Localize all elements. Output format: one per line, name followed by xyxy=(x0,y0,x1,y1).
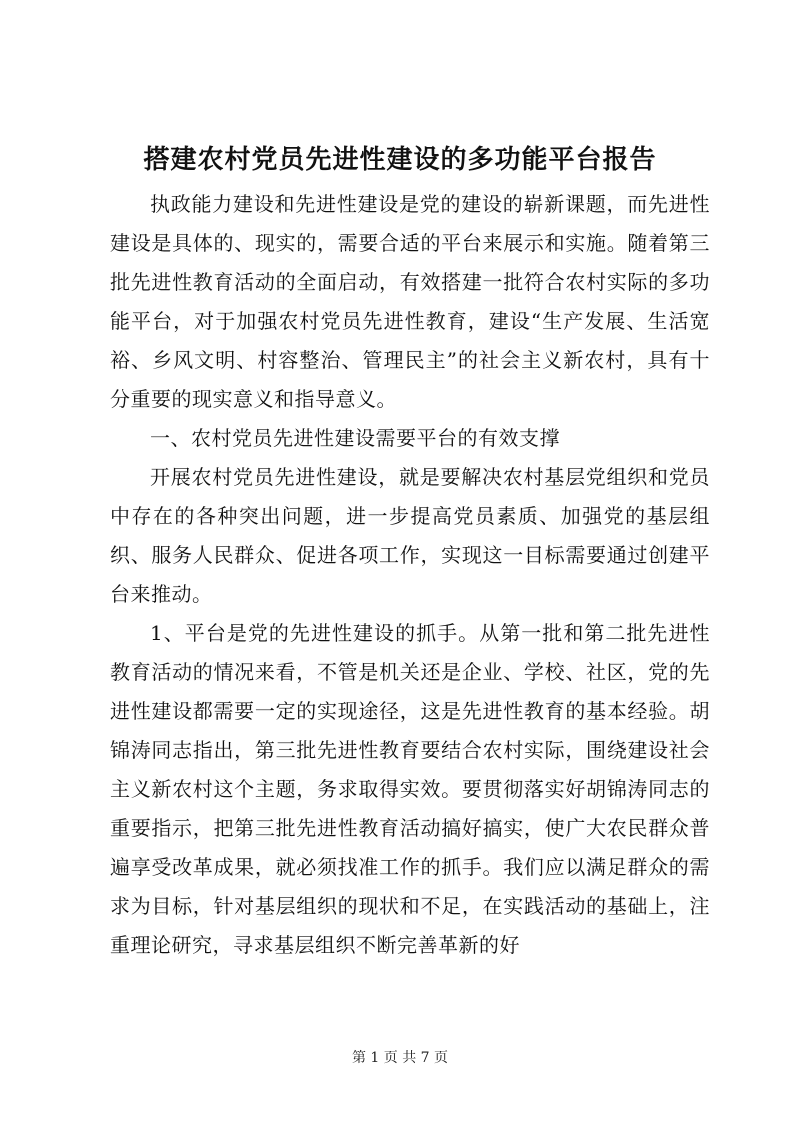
point-paragraph: 1、平台是党的先进性建设的抓手。从第一批和第二批先进性教育活动的情况来看，不管是机关还是企业、学校、社区，党的先进性建设都需要一定的实现途径，这是先进性教育的基本经验。胡锦涛同志指出，第三批先进性教育要结合农村实际，围绕建设社会主义新农村这个主题，务求取得实效。要贯彻落实好胡锦涛同志的重要指示，把第三批先进性教育活动搞好搞实，使广大农民群众普遍享受改革成果，就必须找准工作的抓手。我们应以满足群众的需求为目标，针对基层组织的现状和不足，在实践活动的基础上，注重理论研究，寻求基层组织不断完善革新的好 xyxy=(110,621,710,957)
page-footer: 第 1 页 共 7 页 xyxy=(351,1050,449,1066)
intro-paragraph: 执政能力建设和先进性建设是党的建设的崭新课题，而先进性建设是具体的、现实的，需要合适的平台来展示和实施。随着第三批先进性教育活动的全面启动，有效搭建一批符合农村实际的多功能平台，对于加强农村党员先进性教育，建设“生产发展、生活宽裕、乡风文明、村容整治、管理民主”的社会主义新农村，具有十分重要的现实意义和指导意义。 xyxy=(110,192,710,411)
section-heading: 一、农村党员先进性建设需要平台的有效支撑 xyxy=(150,426,560,450)
document-body xyxy=(110,185,710,965)
document-title: 搭建农村党员先进性建设的多功能平台报告 xyxy=(143,145,657,175)
section-paragraph: 开展农村党员先进性建设，就是要解决农村基层党组织和党员中存在的各种突出问题，进一步提高党员素质、加强党的基层组织、服务人民群众、促进各项工作，实现这一目标需要通过创建平台来推动。 xyxy=(110,465,710,606)
